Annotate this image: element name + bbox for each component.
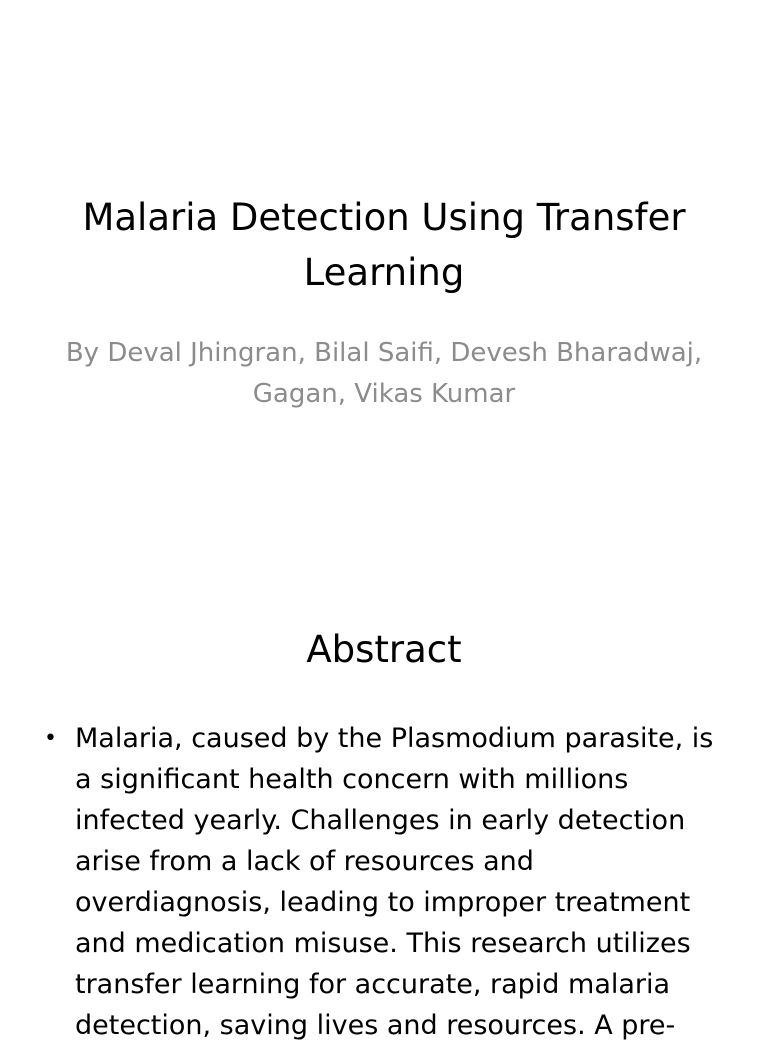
- abstract-bullet-text: Malaria, caused by the Plasmodium parasite, is a significant health concern with millions infected yearly. Challenges in early detection arise from a lack of resources and overdiagnosis, leading to improper treatment and medication misuse. This research utilizes transfer learning for accurate, rapid malaria detection, saving lives and resources. A pre-: [75, 723, 714, 1041]
- authors-subtitle: By Deval Jhingran, Bilal Saifi, Devesh Bharadwaj, Gagan, Vikas Kumar: [65, 338, 703, 409]
- presentation-title: Malaria Detection Using Transfer Learning: [82, 196, 686, 294]
- abstract-bullet-list: [40, 718, 720, 1046]
- bullet-icon: •: [44, 726, 57, 751]
- abstract-slide: [0, 576, 768, 1041]
- abstract-heading: Abstract: [306, 628, 462, 671]
- abstract-bullet-item: [40, 718, 720, 1046]
